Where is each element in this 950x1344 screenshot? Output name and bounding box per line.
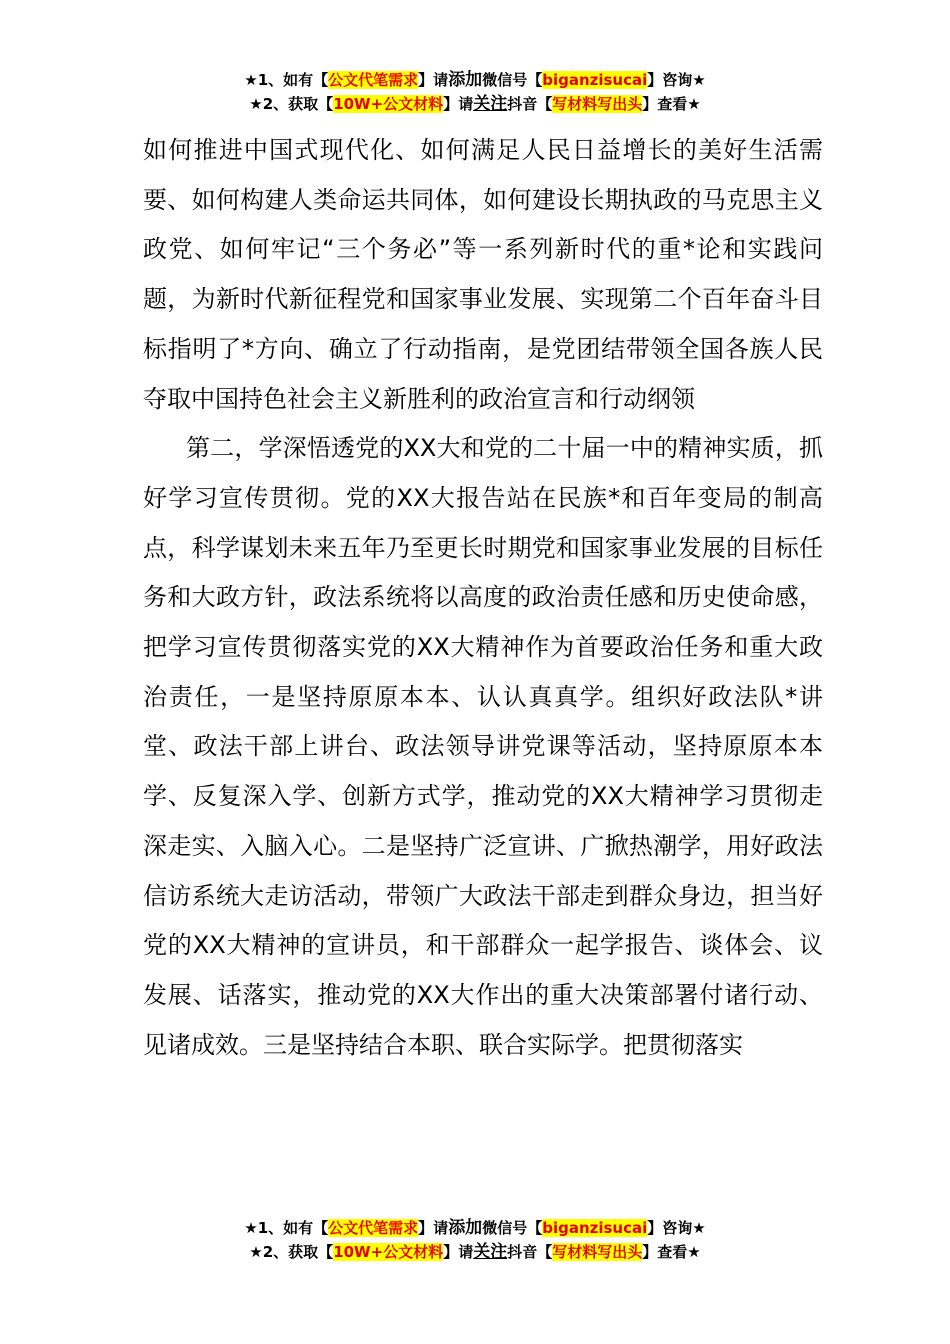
header-line-2 (0, 92, 950, 116)
header-line-1-pre: ★1、如有【 (244, 71, 329, 89)
footer-materials-highlight: 10W+公文材料 (333, 1243, 444, 1261)
footer-service-highlight: 公文代笔需求 (328, 1219, 419, 1237)
footer-follow-emphasis: 关注 (473, 1242, 508, 1262)
header-line-1-mid: 】请 (418, 71, 449, 89)
header-service-highlight: 公文代笔需求 (328, 71, 419, 89)
footer-line-1-post: 】咨询★ (647, 1219, 706, 1237)
document-body (143, 126, 823, 1070)
header-douyin-account: 写材料写出头 (552, 95, 643, 113)
footer-line-2 (0, 1240, 950, 1264)
header-line-2-mid2: 抖音【 (507, 95, 553, 113)
footer-line-1-pre: ★1、如有【 (244, 1219, 329, 1237)
footer-line-2-mid2: 抖音【 (507, 1243, 553, 1261)
footer-line-2-pre: ★2、获取【 (249, 1243, 334, 1261)
footer-line-2-post: 】查看★ (642, 1243, 701, 1261)
header-materials-highlight: 10W+公文材料 (333, 95, 444, 113)
paragraph-continued: 如何推进中国式现代化、如何满足人民日益增长的美好生活需要、如何构建人类命运共同体，如何建设长期执政的马克思主义政党、如何牢记“三个务必”等一系列新时代的重*论和实践问题，为新时代新征程党和国家事业发展、实现第二个百年奋斗目标指明了*方向、确立了行动指南，是党团结带领全国各族人民夺取中国持色社会主义新胜利的政治宣言和行动纲领 (143, 136, 823, 413)
header-line-1-mid2: 微信号【 (482, 71, 543, 89)
header-line-2-mid: 】请 (443, 95, 474, 113)
header-line-1-post: 】咨询★ (647, 71, 706, 89)
footer-douyin-account: 写材料写出头 (552, 1243, 643, 1261)
header-follow-emphasis: 关注 (473, 94, 508, 114)
header-line-2-post: 】查看★ (642, 95, 701, 113)
footer-line-1-mid2: 微信号【 (482, 1219, 543, 1237)
paragraph-second-point: 第二，学深悟透党的XX大和党的二十届一中的精神实质，抓好学习宣传贯彻。党的XX大报告站在民族*和百年变局的制高点，科学谋划未来五年乃至更长时期党和国家事业发展的目标任务和大政方针，政法系统将以高度的政治责任感和历史使命感，把学习宣传贯彻落实党的XX大精神作为首要政治任务和重大政治责任，一是坚持原原本本、认认真真学。组织好政法队*讲堂、政法干部上讲台、政法领导讲党课等活动，坚持原原本本学、反复深入学、创新方式学，推动党的XX大精神学习贯彻走深走实、入脑入心。二是坚持广泛宣讲、广掀热潮学，用好政法信访系统大走访活动，带领广大政法干部走到群众身边，担当好党的XX大精神的宣讲员，和干部群众一起学报告、谈体会、议发展、话落实，推动党的XX大作出的重大决策部署付诸行动、见诸成效。三是坚持结合本职、联合实际学。把贯彻落实 (143, 434, 823, 1059)
footer-line-1-mid: 】请 (418, 1219, 449, 1237)
header-banner (0, 68, 950, 116)
footer-line-1 (0, 1216, 950, 1240)
header-line-1 (0, 68, 950, 92)
footer-add-emphasis: 添加 (448, 1218, 483, 1238)
footer-line-2-mid: 】请 (443, 1243, 474, 1261)
footer-banner (0, 1216, 950, 1264)
header-line-2-pre: ★2、获取【 (249, 95, 334, 113)
header-add-emphasis: 添加 (448, 70, 483, 90)
header-wechat-id: biganzisucai (542, 71, 648, 89)
footer-wechat-id: biganzisucai (542, 1219, 648, 1237)
